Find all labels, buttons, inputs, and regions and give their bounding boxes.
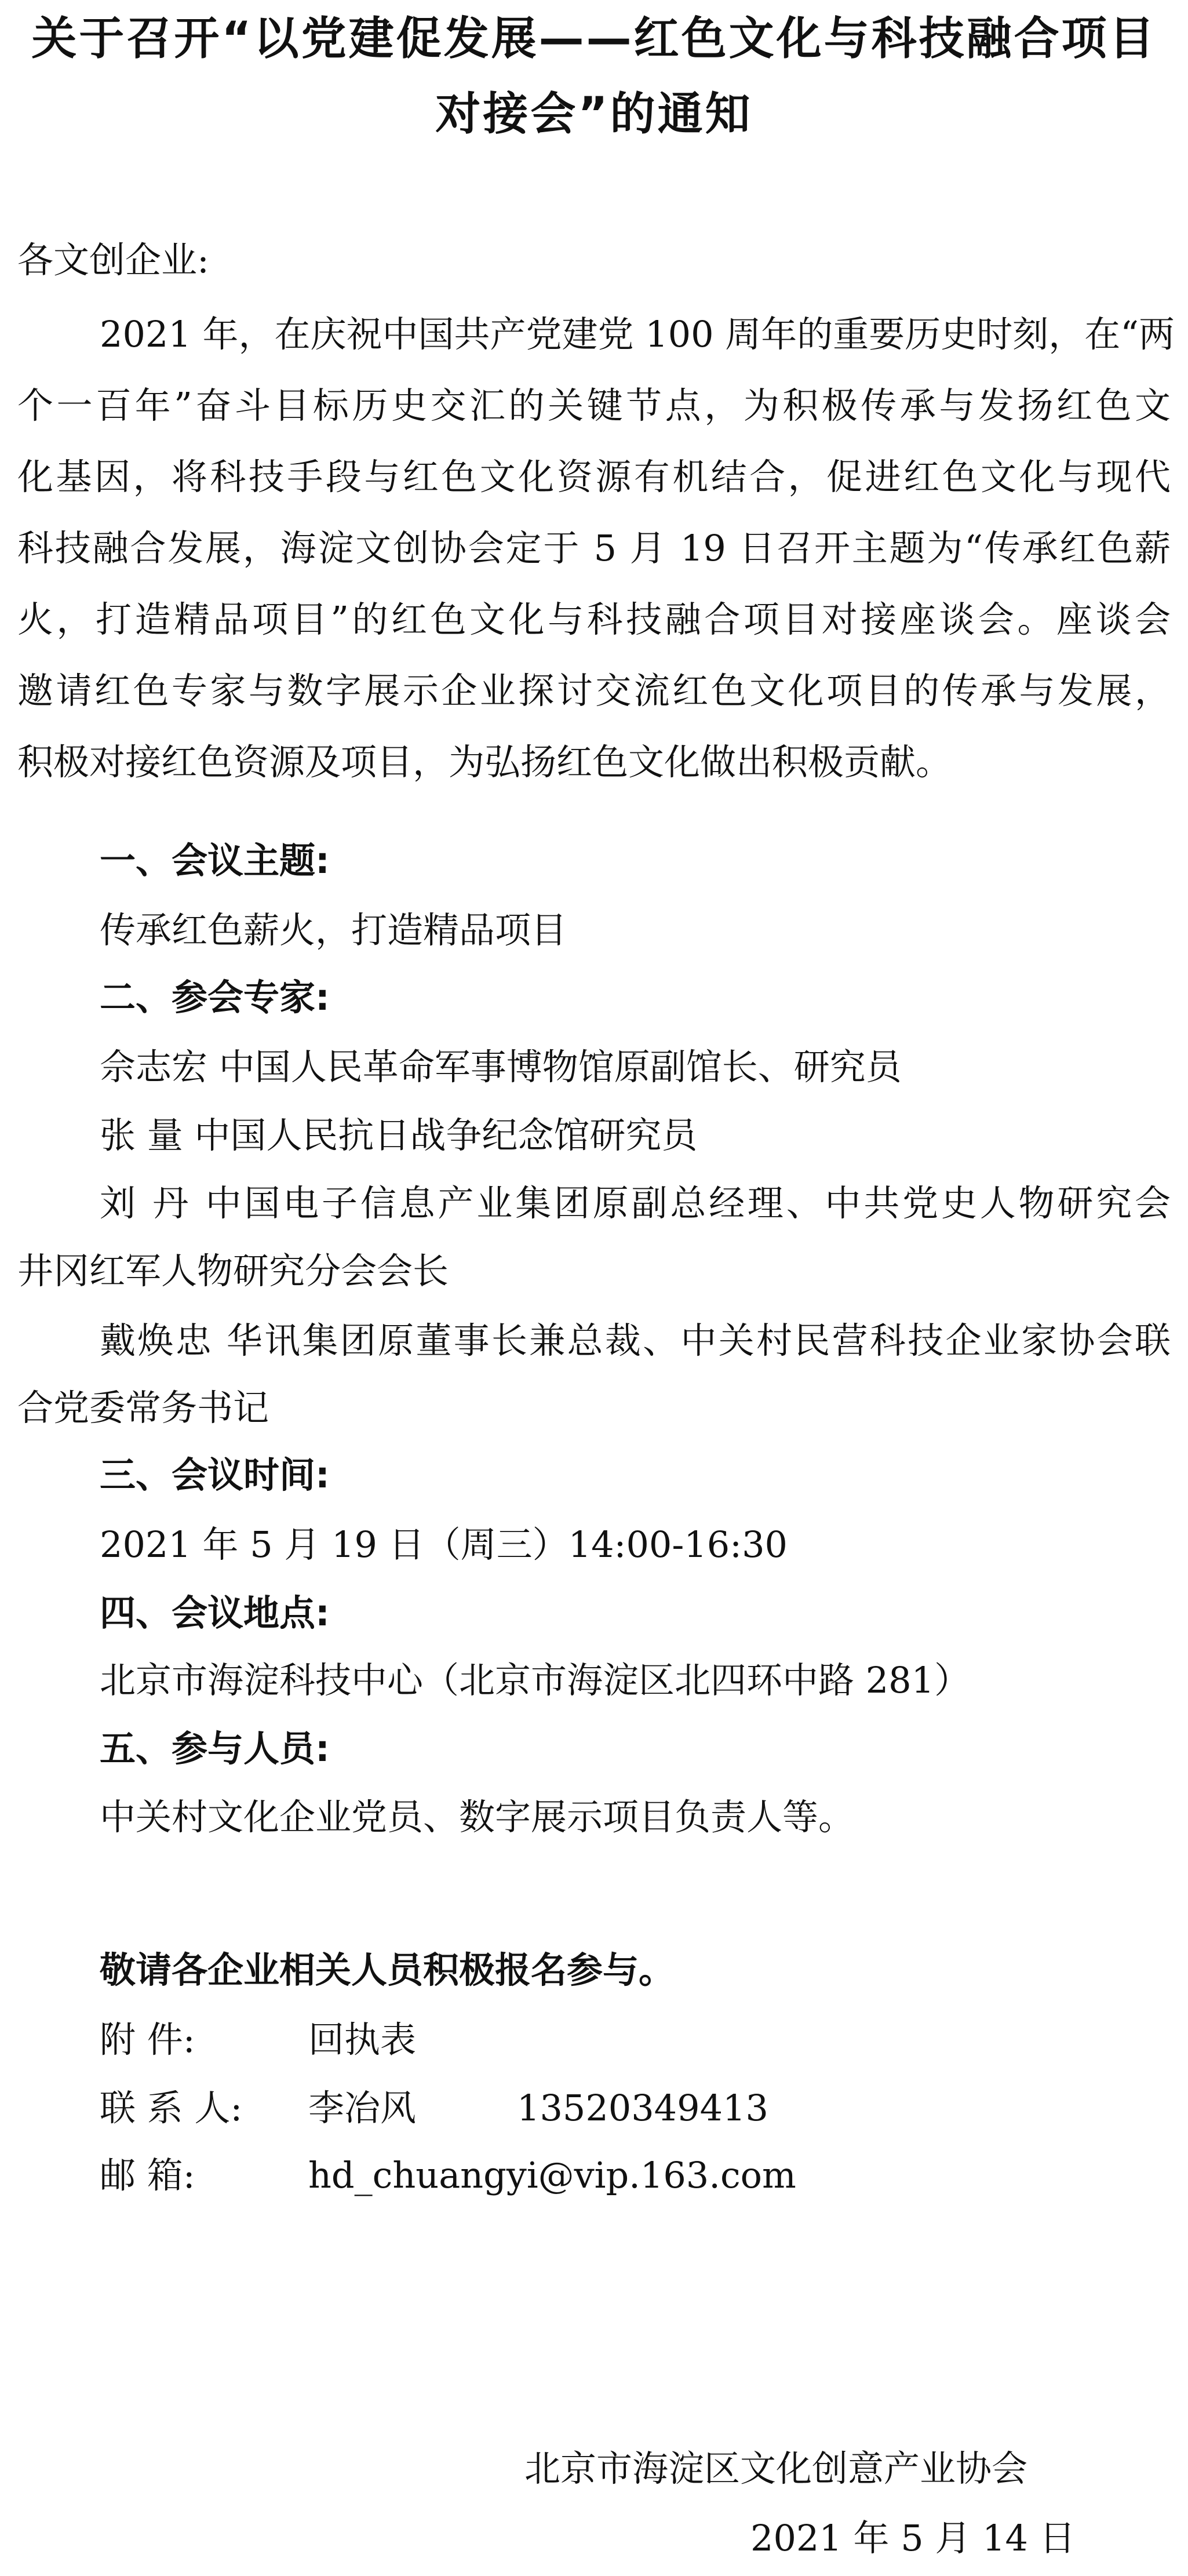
salutation: 各文创企业:: [17, 239, 209, 281]
email-value: hd_chuangyi@vip.163.com: [308, 2154, 796, 2196]
section-heading-experts: 二、参会专家:: [100, 976, 330, 1018]
title-line-1: 关于召开“以党建促发展——红色文化与科技融合项目: [31, 13, 1157, 65]
attachment-label: 附 件:: [100, 2018, 195, 2061]
expert-entry: 佘志宏 中国人民革命军事博物馆原副馆长、研究员: [100, 1046, 902, 1088]
section-heading-theme: 一、会议主题:: [100, 839, 330, 882]
intro-line: 2021 年，在庆祝中国共产党建党 100 周年的重要历史时刻，在“两: [100, 313, 1175, 355]
invitation-text: 敬请各企业相关人员积极报名参与。: [100, 1949, 675, 1991]
section-heading-place: 四、会议地点:: [100, 1592, 330, 1634]
signature-date: 2021 年 5 月 14 日: [750, 2517, 1076, 2559]
email-label: 邮 箱:: [100, 2154, 195, 2196]
section-content-attendees: 中关村文化企业党员、数字展示项目负责人等。: [100, 1796, 855, 1838]
expert-entry: 刘 丹 中国电子信息产业集团原副总经理、中共党史人物研究会: [100, 1182, 1171, 1224]
contact-phone: 13520349413: [517, 2087, 768, 2129]
intro-line: 化基因，将科技手段与红色文化资源有机结合，促进红色文化与现代: [17, 456, 1171, 498]
section-content-time: 2021 年 5 月 19 日（周三）14:00-16:30: [100, 1523, 788, 1566]
section-content-place: 北京市海淀科技中心（北京市海淀区北四环中路 281）: [100, 1659, 971, 1701]
contact-name: 李冶风: [308, 2087, 417, 2129]
contact-label: 联 系 人:: [100, 2087, 243, 2129]
section-heading-time: 三、会议时间:: [100, 1454, 330, 1496]
intro-line: 个一百年”奋斗目标历史交汇的关键节点，为积极传承与发扬红色文: [17, 384, 1171, 427]
expert-entry: 张 量 中国人民抗日战争纪念馆研究员: [100, 1114, 698, 1156]
expert-entry-cont: 合党委常务书记: [17, 1387, 269, 1429]
intro-line: 科技融合发展，海淀文创协会定于 5 月 19 日召开主题为“传承红色薪: [17, 527, 1171, 569]
signature-org: 北京市海淀区文化创意产业协会: [524, 2447, 1028, 2490]
intro-line: 火，打造精品项目”的红色文化与科技融合项目对接座谈会。座谈会: [17, 598, 1171, 641]
title-line-2: 对接会”的通知: [435, 88, 753, 140]
attachment-value: 回执表: [308, 2018, 417, 2061]
section-heading-attendees: 五、参与人员:: [100, 1727, 330, 1770]
intro-line: 邀请红色专家与数字展示企业探讨交流红色文化项目的传承与发展，: [17, 670, 1171, 712]
expert-entry-cont: 井冈红军人物研究分会会长: [17, 1250, 449, 1292]
intro-line: 积极对接红色资源及项目，为弘扬红色文化做出积极贡献。: [17, 741, 952, 783]
section-content-theme: 传承红色薪火，打造精品项目: [100, 909, 567, 951]
expert-entry: 戴焕忠 华讯集团原董事长兼总裁、中关村民营科技企业家协会联: [100, 1319, 1171, 1362]
